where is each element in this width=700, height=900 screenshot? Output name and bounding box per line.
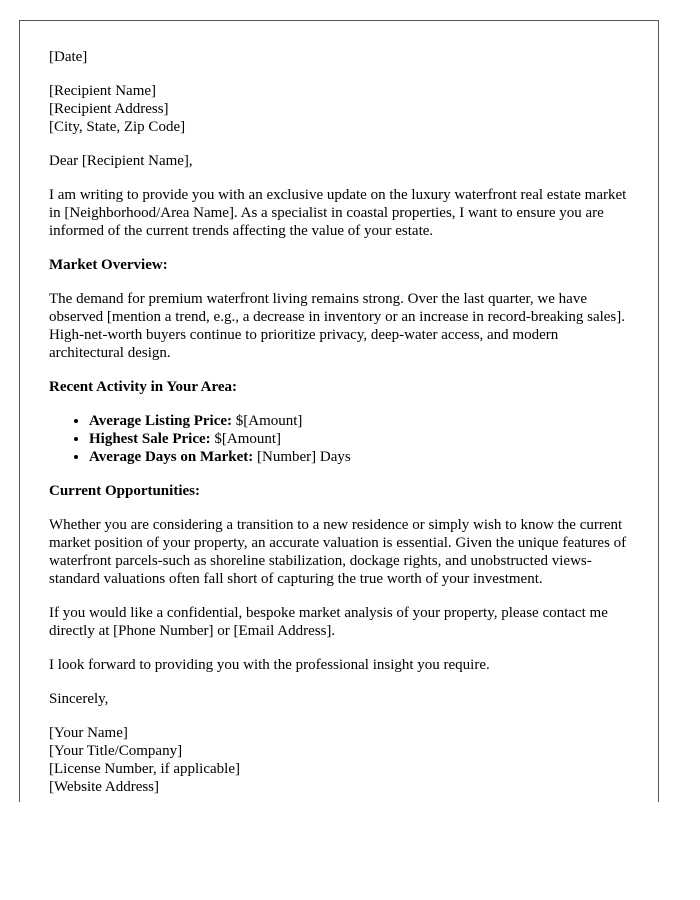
list-item-label: Average Days on Market: [89,449,254,465]
letter-body [49,48,634,802]
list-item-label: Highest Sale Price: [89,431,211,447]
list-item [89,448,634,466]
intro-paragraph: I am writing to provide you with an exclusive update on the luxury waterfront real estate market in [Neighborhood/Area Name]. As a specialist in coastal properties, I want to ensure you are informed of the current trends affecting the value of your estate. [49,187,627,239]
recent-activity-list [49,412,634,466]
letter-page [19,20,659,802]
market-overview-heading: Market Overview: [49,257,168,273]
opportunities-heading: Current Opportunities: [49,483,200,499]
salutation: Dear [Recipient Name], [49,153,193,169]
recipient-block [49,82,634,136]
signature-block [49,724,634,796]
recent-activity-heading: Recent Activity in Your Area: [49,379,238,395]
recipient-city-state-zip: [City, State, Zip Code] [49,119,186,135]
list-item-value: [Number] Days [253,449,351,465]
signature-website: [Website Address] [49,779,160,795]
closing-line: I look forward to providing you with the professional insight you require. [49,657,490,673]
opportunities-paragraph: Whether you are considering a transition to a new residence or simply wish to know the current market position of your property, an accurate valuation is essential. Given the unique features of waterfront parcels-such as shoreline stabilization, dockage rights, and unobstructed views-standard valuations often fall short of capturing the true worth of your investment. [49,517,627,587]
list-item [89,430,634,448]
list-item-value: $[Amount] [210,431,282,447]
recipient-address: [Recipient Address] [49,101,169,117]
signature-name: [Your Name] [49,725,128,741]
list-item-value: $[Amount] [232,413,303,429]
market-overview-paragraph: The demand for premium waterfront living remains strong. Over the last quarter, we have observed [mention a trend, e.g., a decrease in inventory or an increase in record-breaking sales]. High-net-worth buyers continue to prioritize privacy, deep-water access, and modern architectural design. [49,291,626,361]
list-item [89,412,634,430]
sign-off: Sincerely, [49,691,109,707]
signature-title-company: [Your Title/Company] [49,743,183,759]
signature-license: [License Number, if applicable] [49,761,240,777]
list-item-label: Average Listing Price: [89,413,233,429]
letter-date: [Date] [49,49,88,65]
recipient-name: [Recipient Name] [49,83,157,99]
contact-paragraph: If you would like a confidential, bespoke market analysis of your property, please contact me directly at [Phone Number] or [Email Address]. [49,605,608,639]
